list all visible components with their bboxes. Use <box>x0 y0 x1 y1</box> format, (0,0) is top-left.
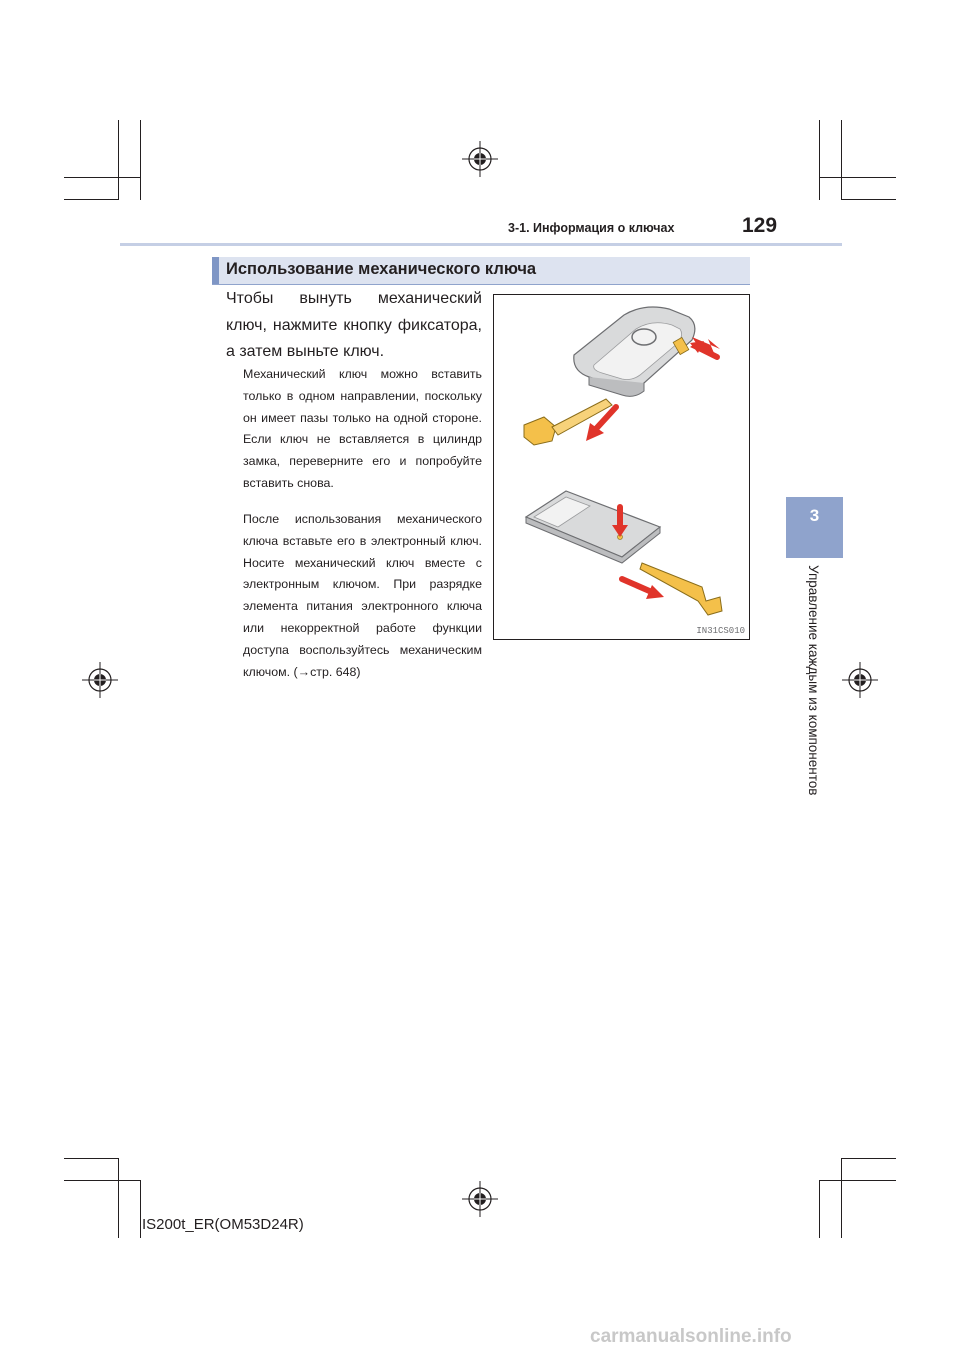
release-arrow-icon <box>690 337 720 359</box>
crop-mark <box>64 177 140 178</box>
watermark: carmanualsonline.info <box>590 1326 792 1347</box>
crop-mark <box>819 177 896 178</box>
crop-mark <box>819 1180 896 1181</box>
smart-key-fob-icon <box>574 307 695 396</box>
note-key-storage: После использования механического ключа вставьте его в электронный ключ. Носите механический ключ вместе с электронным ключом. При разрядке элемента питания электронного ключа или некорректной работе функции доступа воспользуйтесь механическим ключом. (→стр. 648) <box>243 512 482 679</box>
section-heading-underline <box>212 284 750 285</box>
crop-mark <box>819 1180 820 1238</box>
footer-model-code: IS200t_ER(OM53D24R) <box>142 1216 304 1233</box>
header-rule <box>120 243 842 246</box>
illustration-code: IN31CS010 <box>696 626 745 636</box>
key-removal-illustration <box>494 295 749 639</box>
card-key-icon <box>526 491 660 563</box>
chapter-title: Управление каждым из компонентов <box>806 565 821 796</box>
crop-mark <box>140 120 141 200</box>
crop-mark <box>140 1180 141 1238</box>
crop-mark <box>841 1158 842 1238</box>
crop-mark <box>819 120 820 200</box>
crop-mark <box>118 120 119 200</box>
crop-mark <box>118 1158 119 1238</box>
page-number: 129 <box>742 214 778 237</box>
illustration-frame <box>493 294 750 640</box>
crop-mark <box>841 199 896 200</box>
registration-mark-icon <box>462 1181 498 1217</box>
registration-mark-icon <box>462 141 498 177</box>
section-title: Использование механического ключа <box>226 260 537 278</box>
running-header-section: 3-1. Информация о ключах <box>508 221 675 235</box>
chapter-number: 3 <box>809 506 820 525</box>
registration-mark-icon <box>842 662 878 698</box>
crop-mark <box>64 199 118 200</box>
crop-mark <box>64 1158 118 1159</box>
card-pull-arrow-icon <box>622 579 664 599</box>
note-key-direction: Механический ключ можно вставить только в одном направлении, поскольку он имеет пазы только на одной стороне. Если ключ не вставляется в цилиндр замка, переверните его и попробуйте вставить снова. <box>243 367 482 490</box>
crop-mark <box>841 120 842 200</box>
section-heading-accent <box>212 257 219 285</box>
main-instruction: Чтобы вынуть механический ключ, нажмите кнопку фиксатора, а затем выньте ключ. <box>226 290 482 360</box>
crop-mark <box>841 1158 896 1159</box>
crop-mark <box>64 1180 140 1181</box>
registration-mark-icon <box>82 662 118 698</box>
